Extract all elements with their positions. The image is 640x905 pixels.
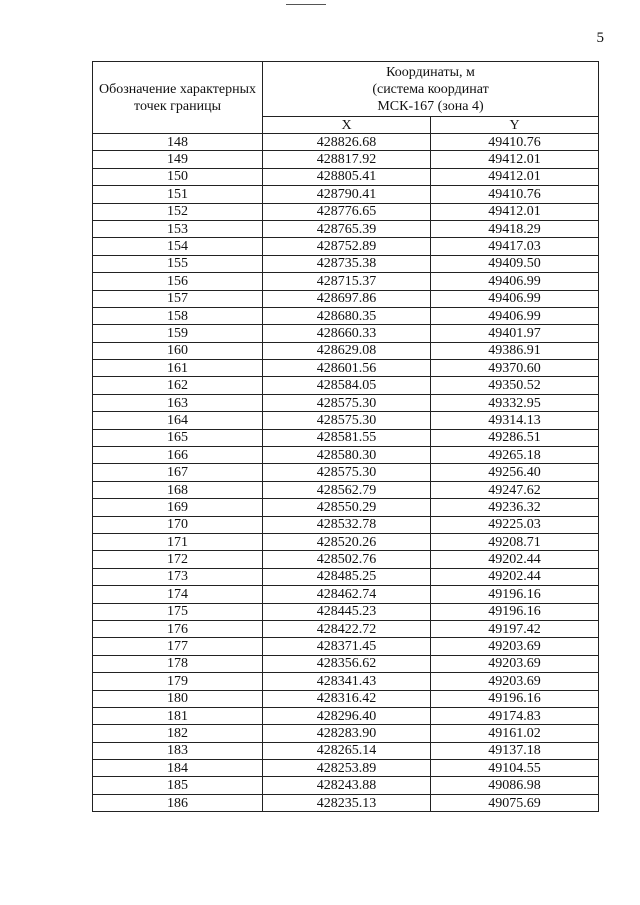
table-body xyxy=(93,134,599,812)
table-row xyxy=(93,168,599,185)
point-number-cell: 179 xyxy=(93,673,263,690)
table-row xyxy=(93,203,599,220)
y-coordinate-cell: 49203.69 xyxy=(431,638,599,655)
table-row xyxy=(93,307,599,324)
table-row xyxy=(93,447,599,464)
point-number-cell: 172 xyxy=(93,551,263,568)
point-number-cell: 183 xyxy=(93,742,263,759)
table-row xyxy=(93,777,599,794)
table-row xyxy=(93,134,599,151)
x-coordinate-cell: 428283.90 xyxy=(263,725,431,742)
point-number-cell: 154 xyxy=(93,238,263,255)
x-coordinate-cell: 428581.55 xyxy=(263,429,431,446)
table-row xyxy=(93,290,599,307)
y-coordinate-cell: 49196.16 xyxy=(431,586,599,603)
x-coordinate-cell: 428580.30 xyxy=(263,447,431,464)
coordinates-header-line-2: (система координат xyxy=(372,82,489,97)
table-header xyxy=(93,62,599,134)
header-row-main xyxy=(93,62,599,117)
x-coordinate-cell: 428341.43 xyxy=(263,673,431,690)
point-number-cell: 175 xyxy=(93,603,263,620)
table-row xyxy=(93,620,599,637)
x-column-header: X xyxy=(263,117,431,134)
table-row xyxy=(93,360,599,377)
point-number-cell: 153 xyxy=(93,220,263,237)
table-row xyxy=(93,255,599,272)
y-coordinate-cell: 49314.13 xyxy=(431,412,599,429)
x-coordinate-cell: 428817.92 xyxy=(263,151,431,168)
top-scan-mark xyxy=(286,4,326,5)
table-row xyxy=(93,603,599,620)
page-number: 5 xyxy=(596,30,604,46)
point-number-cell: 155 xyxy=(93,255,263,272)
x-coordinate-cell: 428680.35 xyxy=(263,307,431,324)
y-coordinate-cell: 49086.98 xyxy=(431,777,599,794)
y-coordinate-cell: 49370.60 xyxy=(431,360,599,377)
y-coordinate-cell: 49410.76 xyxy=(431,134,599,151)
y-coordinate-cell: 49286.51 xyxy=(431,429,599,446)
y-coordinate-cell: 49202.44 xyxy=(431,568,599,585)
coordinates-header xyxy=(263,62,599,117)
x-coordinate-cell: 428253.89 xyxy=(263,760,431,777)
point-number-cell: 170 xyxy=(93,516,263,533)
y-coordinate-cell: 49401.97 xyxy=(431,325,599,342)
x-coordinate-cell: 428575.30 xyxy=(263,394,431,411)
x-coordinate-cell: 428520.26 xyxy=(263,533,431,550)
y-coordinate-cell: 49137.18 xyxy=(431,742,599,759)
x-coordinate-cell: 428243.88 xyxy=(263,777,431,794)
x-coordinate-cell: 428735.38 xyxy=(263,255,431,272)
x-coordinate-cell: 428532.78 xyxy=(263,516,431,533)
y-coordinate-cell: 49386.91 xyxy=(431,342,599,359)
y-coordinate-cell: 49104.55 xyxy=(431,760,599,777)
x-coordinate-cell: 428826.68 xyxy=(263,134,431,151)
table-row xyxy=(93,673,599,690)
y-coordinate-cell: 49418.29 xyxy=(431,220,599,237)
table-row xyxy=(93,742,599,759)
point-number-cell: 180 xyxy=(93,690,263,707)
x-coordinate-cell: 428485.25 xyxy=(263,568,431,585)
table-row xyxy=(93,707,599,724)
table-row xyxy=(93,638,599,655)
x-coordinate-cell: 428296.40 xyxy=(263,707,431,724)
point-number-cell: 167 xyxy=(93,464,263,481)
point-number-cell: 159 xyxy=(93,325,263,342)
point-number-cell: 177 xyxy=(93,638,263,655)
y-coordinate-cell: 49075.69 xyxy=(431,794,599,811)
x-coordinate-cell: 428462.74 xyxy=(263,586,431,603)
point-designation-header: Обозначение характерных точек границы xyxy=(93,62,263,134)
x-coordinate-cell: 428235.13 xyxy=(263,794,431,811)
x-coordinate-cell: 428601.56 xyxy=(263,360,431,377)
table-row xyxy=(93,412,599,429)
y-coordinate-cell: 49417.03 xyxy=(431,238,599,255)
y-coordinate-cell: 49265.18 xyxy=(431,447,599,464)
point-number-cell: 162 xyxy=(93,377,263,394)
point-number-cell: 178 xyxy=(93,655,263,672)
y-coordinate-cell: 49412.01 xyxy=(431,151,599,168)
y-coordinate-cell: 49412.01 xyxy=(431,168,599,185)
table-row xyxy=(93,551,599,568)
y-coordinate-cell: 49208.71 xyxy=(431,533,599,550)
y-coordinate-cell: 49196.16 xyxy=(431,690,599,707)
point-number-cell: 171 xyxy=(93,533,263,550)
x-coordinate-cell: 428697.86 xyxy=(263,290,431,307)
y-coordinate-cell: 49350.52 xyxy=(431,377,599,394)
point-number-cell: 166 xyxy=(93,447,263,464)
x-coordinate-cell: 428316.42 xyxy=(263,690,431,707)
table-row xyxy=(93,586,599,603)
y-coordinate-cell: 49236.32 xyxy=(431,499,599,516)
x-coordinate-cell: 428265.14 xyxy=(263,742,431,759)
y-coordinate-cell: 49410.76 xyxy=(431,186,599,203)
point-number-cell: 185 xyxy=(93,777,263,794)
table-row xyxy=(93,499,599,516)
table-row xyxy=(93,568,599,585)
y-coordinate-cell: 49225.03 xyxy=(431,516,599,533)
table-row xyxy=(93,186,599,203)
y-coordinate-cell: 49406.99 xyxy=(431,290,599,307)
x-coordinate-cell: 428790.41 xyxy=(263,186,431,203)
x-coordinate-cell: 428356.62 xyxy=(263,655,431,672)
point-number-cell: 149 xyxy=(93,151,263,168)
table-row xyxy=(93,377,599,394)
x-coordinate-cell: 428502.76 xyxy=(263,551,431,568)
point-number-cell: 165 xyxy=(93,429,263,446)
table-row xyxy=(93,325,599,342)
point-number-cell: 181 xyxy=(93,707,263,724)
point-number-cell: 151 xyxy=(93,186,263,203)
x-coordinate-cell: 428445.23 xyxy=(263,603,431,620)
point-number-cell: 150 xyxy=(93,168,263,185)
table-row xyxy=(93,342,599,359)
y-coordinate-cell: 49203.69 xyxy=(431,655,599,672)
y-coordinate-cell: 49196.16 xyxy=(431,603,599,620)
table-row xyxy=(93,655,599,672)
point-number-cell: 176 xyxy=(93,620,263,637)
table-row xyxy=(93,151,599,168)
y-coordinate-cell: 49406.99 xyxy=(431,273,599,290)
point-number-cell: 160 xyxy=(93,342,263,359)
table-row xyxy=(93,794,599,811)
x-coordinate-cell: 428776.65 xyxy=(263,203,431,220)
boundary-coordinates-table xyxy=(92,61,599,812)
y-coordinate-cell: 49332.95 xyxy=(431,394,599,411)
table-row xyxy=(93,481,599,498)
point-number-cell: 148 xyxy=(93,134,263,151)
point-number-cell: 186 xyxy=(93,794,263,811)
table-row xyxy=(93,690,599,707)
point-number-cell: 163 xyxy=(93,394,263,411)
x-coordinate-cell: 428584.05 xyxy=(263,377,431,394)
x-coordinate-cell: 428765.39 xyxy=(263,220,431,237)
coordinates-header-line-1: Координаты, м xyxy=(386,65,475,80)
point-number-cell: 161 xyxy=(93,360,263,377)
y-coordinate-cell: 49406.99 xyxy=(431,307,599,324)
table-row xyxy=(93,273,599,290)
table-row xyxy=(93,220,599,237)
table-row xyxy=(93,725,599,742)
x-coordinate-cell: 428562.79 xyxy=(263,481,431,498)
y-coordinate-cell: 49197.42 xyxy=(431,620,599,637)
point-number-cell: 157 xyxy=(93,290,263,307)
x-coordinate-cell: 428575.30 xyxy=(263,412,431,429)
x-coordinate-cell: 428371.45 xyxy=(263,638,431,655)
point-number-cell: 184 xyxy=(93,760,263,777)
table-row xyxy=(93,464,599,481)
point-number-cell: 182 xyxy=(93,725,263,742)
x-coordinate-cell: 428660.33 xyxy=(263,325,431,342)
point-number-cell: 156 xyxy=(93,273,263,290)
y-coordinate-cell: 49202.44 xyxy=(431,551,599,568)
table-row xyxy=(93,238,599,255)
x-coordinate-cell: 428752.89 xyxy=(263,238,431,255)
coordinates-header-line-3: МСК-167 (зона 4) xyxy=(377,99,484,114)
y-coordinate-cell: 49161.02 xyxy=(431,725,599,742)
point-number-cell: 168 xyxy=(93,481,263,498)
table-row xyxy=(93,394,599,411)
point-number-cell: 174 xyxy=(93,586,263,603)
point-number-cell: 158 xyxy=(93,307,263,324)
x-coordinate-cell: 428629.08 xyxy=(263,342,431,359)
table-row xyxy=(93,429,599,446)
x-coordinate-cell: 428805.41 xyxy=(263,168,431,185)
x-coordinate-cell: 428550.29 xyxy=(263,499,431,516)
y-coordinate-cell: 49412.01 xyxy=(431,203,599,220)
point-number-cell: 169 xyxy=(93,499,263,516)
table-row xyxy=(93,533,599,550)
y-coordinate-cell: 49409.50 xyxy=(431,255,599,272)
y-coordinate-cell: 49247.62 xyxy=(431,481,599,498)
y-coordinate-cell: 49256.40 xyxy=(431,464,599,481)
x-coordinate-cell: 428715.37 xyxy=(263,273,431,290)
point-number-cell: 173 xyxy=(93,568,263,585)
y-column-header: Y xyxy=(431,117,599,134)
x-coordinate-cell: 428575.30 xyxy=(263,464,431,481)
y-coordinate-cell: 49203.69 xyxy=(431,673,599,690)
point-number-cell: 152 xyxy=(93,203,263,220)
x-coordinate-cell: 428422.72 xyxy=(263,620,431,637)
table-row xyxy=(93,760,599,777)
table-row xyxy=(93,516,599,533)
point-number-cell: 164 xyxy=(93,412,263,429)
y-coordinate-cell: 49174.83 xyxy=(431,707,599,724)
